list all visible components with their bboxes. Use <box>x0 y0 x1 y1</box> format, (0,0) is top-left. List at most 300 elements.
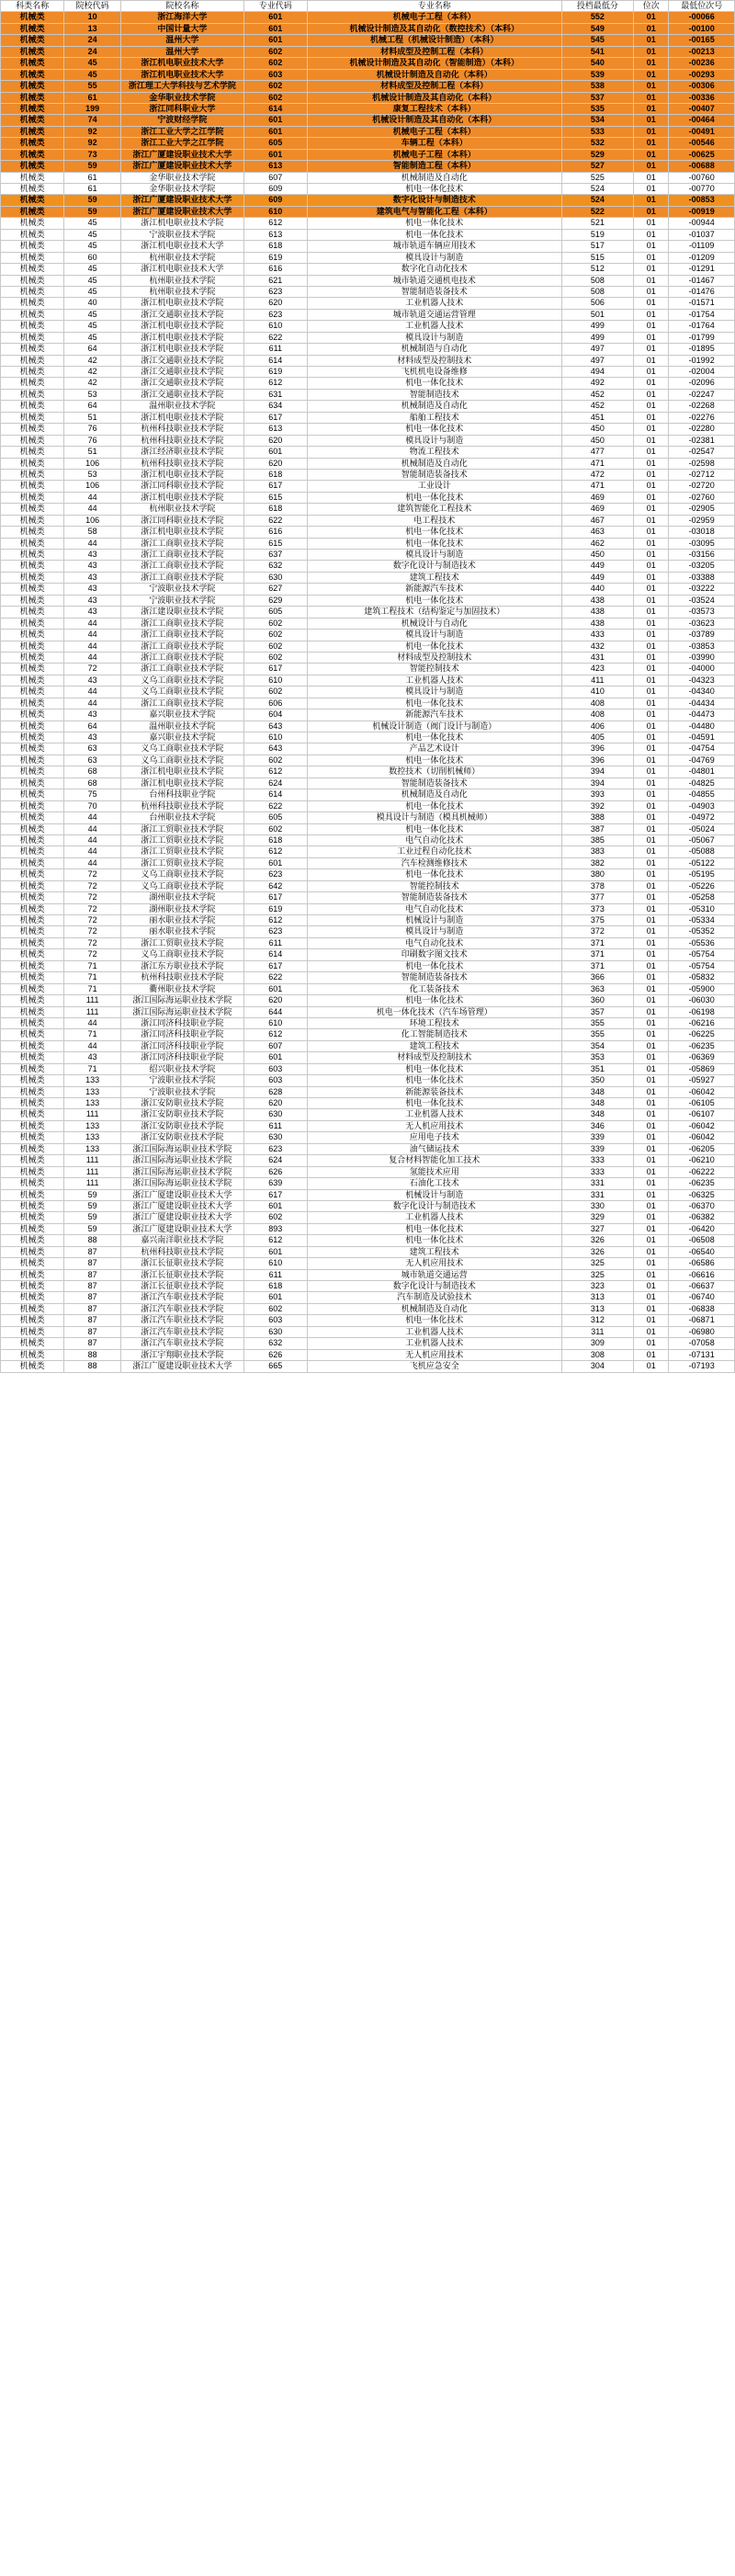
cell-institution-name: 浙江机电职业技术学院 <box>121 321 244 332</box>
cell-category: 机械类 <box>1 880 64 891</box>
cell-category: 机械类 <box>1 800 64 811</box>
cell-score: 339 <box>561 1132 634 1143</box>
cell-score: 326 <box>561 1246 634 1257</box>
cell-institution-code: 111 <box>64 1155 121 1166</box>
table-row <box>1 447 735 458</box>
cell-score: 388 <box>561 812 634 823</box>
table-header <box>1 1 735 12</box>
cell-institution-name: 浙江汽车职业技术学院 <box>121 1303 244 1314</box>
cell-institution-code: 111 <box>64 995 121 1006</box>
table-row <box>1 630 735 641</box>
cell-rank-number: -04801 <box>669 766 735 777</box>
cell-institution-code: 53 <box>64 469 121 480</box>
cell-rank-prefix: 01 <box>634 857 669 868</box>
table-row <box>1 1052 735 1063</box>
cell-category: 机械类 <box>1 184 64 195</box>
cell-category: 机械类 <box>1 1120 64 1131</box>
cell-institution-code: 111 <box>64 1166 121 1177</box>
cell-major-code: 601 <box>243 126 307 137</box>
table-row <box>1 687 735 698</box>
cell-category: 机械类 <box>1 630 64 641</box>
cell-score: 371 <box>561 937 634 948</box>
table-row <box>1 264 735 275</box>
cell-score: 313 <box>561 1292 634 1303</box>
cell-rank-prefix: 01 <box>634 115 669 126</box>
cell-rank-prefix: 01 <box>634 23 669 34</box>
cell-rank-number: -06205 <box>669 1143 735 1154</box>
cell-major-name: 数字化自动化技术 <box>307 264 561 275</box>
cell-major-name: 材料成型及控制工程（本科） <box>307 46 561 57</box>
cell-major-code: 601 <box>243 983 307 994</box>
cell-institution-code: 44 <box>64 538 121 549</box>
cell-major-name: 数字化设计与制造技术 <box>307 561 561 572</box>
table-row <box>1 937 735 948</box>
cell-institution-name: 浙江交通职业技术学院 <box>121 309 244 320</box>
cell-institution-code: 44 <box>64 641 121 652</box>
cell-category: 机械类 <box>1 412 64 423</box>
cell-major-code: 610 <box>243 321 307 332</box>
cell-category: 机械类 <box>1 206 64 217</box>
cell-rank-number: -00165 <box>669 35 735 46</box>
cell-institution-code: 92 <box>64 126 121 137</box>
cell-rank-number: -05226 <box>669 880 735 891</box>
cell-institution-name: 浙江国际海运职业技术学院 <box>121 1178 244 1189</box>
cell-rank-number: -03990 <box>669 652 735 663</box>
cell-score: 529 <box>561 149 634 160</box>
cell-score: 406 <box>561 721 634 732</box>
cell-major-name: 工业机器人技术 <box>307 1212 561 1223</box>
cell-score: 331 <box>561 1189 634 1200</box>
cell-rank-number: -05754 <box>669 949 735 960</box>
cell-rank-number: -06198 <box>669 1006 735 1017</box>
cell-score: 450 <box>561 550 634 561</box>
cell-score: 462 <box>561 538 634 549</box>
cell-major-code: 618 <box>243 504 307 515</box>
col-header-rank-number: 最低位次号 <box>669 1 735 12</box>
cell-rank-prefix: 01 <box>634 972 669 983</box>
cell-institution-name: 浙江机电职业技术大学 <box>121 69 244 80</box>
table-row <box>1 995 735 1006</box>
cell-institution-code: 87 <box>64 1281 121 1292</box>
cell-institution-code: 45 <box>64 218 121 229</box>
table-row <box>1 823 735 834</box>
table-row <box>1 23 735 34</box>
cell-score: 501 <box>561 309 634 320</box>
cell-major-code: 610 <box>243 732 307 743</box>
cell-rank-number: -01764 <box>669 321 735 332</box>
cell-institution-name: 浙江工商职业技术学院 <box>121 664 244 675</box>
cell-score: 331 <box>561 1178 634 1189</box>
cell-institution-name: 浙江机电职业技术学院 <box>121 218 244 229</box>
table-row <box>1 275 735 286</box>
cell-institution-code: 42 <box>64 355 121 366</box>
cell-score: 521 <box>561 218 634 229</box>
cell-major-code: 603 <box>243 1315 307 1326</box>
cell-rank-number: -06980 <box>669 1326 735 1337</box>
cell-institution-name: 浙江机电职业技术学院 <box>121 492 244 503</box>
cell-major-code: 620 <box>243 435 307 446</box>
cell-major-name: 机械设计制造及其自动化（本科） <box>307 92 561 103</box>
cell-category: 机械类 <box>1 344 64 355</box>
cell-rank-number: -02247 <box>669 389 735 400</box>
cell-score: 329 <box>561 1212 634 1223</box>
cell-category: 机械类 <box>1 972 64 983</box>
cell-rank-prefix: 01 <box>634 69 669 80</box>
cell-score: 432 <box>561 641 634 652</box>
cell-major-name: 机电一体化技术 <box>307 641 561 652</box>
table-row <box>1 766 735 777</box>
cell-institution-code: 53 <box>64 389 121 400</box>
cell-score: 330 <box>561 1200 634 1211</box>
table-row <box>1 572 735 583</box>
cell-rank-prefix: 01 <box>634 184 669 195</box>
cell-score: 469 <box>561 492 634 503</box>
cell-major-code: 618 <box>243 1281 307 1292</box>
cell-category: 机械类 <box>1 58 64 69</box>
cell-rank-number: -02959 <box>669 515 735 526</box>
cell-institution-name: 浙江国际海运职业技术学院 <box>121 1143 244 1154</box>
table-row <box>1 561 735 572</box>
cell-rank-number: -05927 <box>669 1075 735 1086</box>
cell-institution-code: 106 <box>64 458 121 469</box>
table-row <box>1 846 735 857</box>
cell-rank-number: -02547 <box>669 447 735 458</box>
cell-institution-name: 浙江同科职业技术学院 <box>121 515 244 526</box>
cell-institution-name: 浙江工贸职业技术学院 <box>121 834 244 845</box>
cell-major-code: 602 <box>243 652 307 663</box>
cell-institution-code: 59 <box>64 195 121 206</box>
cell-institution-name: 宁波职业技术学院 <box>121 1086 244 1097</box>
cell-institution-name: 浙江工商职业技术学院 <box>121 538 244 549</box>
cell-institution-code: 72 <box>64 915 121 926</box>
cell-major-name: 机械制造与自动化 <box>307 344 561 355</box>
cell-rank-prefix: 01 <box>634 458 669 469</box>
cell-institution-name: 丽水职业技术学院 <box>121 926 244 937</box>
cell-score: 451 <box>561 412 634 423</box>
cell-score: 532 <box>561 138 634 149</box>
cell-rank-number: -01571 <box>669 298 735 309</box>
cell-category: 机械类 <box>1 1361 64 1372</box>
table-row <box>1 834 735 845</box>
cell-rank-prefix: 01 <box>634 675 669 686</box>
cell-rank-number: -06107 <box>669 1109 735 1120</box>
cell-score: 371 <box>561 949 634 960</box>
cell-major-name: 材料成型及控制工程（本科） <box>307 81 561 92</box>
cell-rank-number: -06838 <box>669 1303 735 1314</box>
cell-major-code: 619 <box>243 252 307 263</box>
cell-major-name: 汽车制造及试验技术 <box>307 1292 561 1303</box>
cell-institution-code: 61 <box>64 172 121 183</box>
cell-institution-code: 111 <box>64 1178 121 1189</box>
cell-category: 机械类 <box>1 1063 64 1074</box>
cell-institution-name: 杭州科技职业技术学院 <box>121 424 244 435</box>
cell-score: 394 <box>561 777 634 789</box>
cell-major-name: 模具设计与制造 <box>307 687 561 698</box>
cell-institution-name: 义乌工商职业技术学院 <box>121 687 244 698</box>
cell-score: 308 <box>561 1349 634 1360</box>
cell-rank-number: -04825 <box>669 777 735 789</box>
cell-institution-code: 87 <box>64 1338 121 1349</box>
cell-score: 371 <box>561 960 634 971</box>
cell-rank-number: -03623 <box>669 618 735 629</box>
table-row <box>1 412 735 423</box>
table-row <box>1 92 735 103</box>
cell-major-name: 机电一体化技术 <box>307 538 561 549</box>
cell-institution-name: 浙江工商职业技术学院 <box>121 652 244 663</box>
cell-category: 机械类 <box>1 367 64 378</box>
cell-category: 机械类 <box>1 1246 64 1257</box>
cell-major-name: 无人机应用技术 <box>307 1258 561 1269</box>
cell-institution-name: 义乌工商职业技术学院 <box>121 880 244 891</box>
cell-score: 524 <box>561 195 634 206</box>
cell-institution-code: 58 <box>64 527 121 538</box>
cell-rank-prefix: 01 <box>634 527 669 538</box>
cell-rank-prefix: 01 <box>634 126 669 137</box>
cell-institution-code: 44 <box>64 630 121 641</box>
cell-major-code: 601 <box>243 12 307 23</box>
cell-major-code: 626 <box>243 1349 307 1360</box>
cell-institution-name: 浙江经济职业技术学院 <box>121 447 244 458</box>
cell-institution-name: 浙江广厦建设职业技术大学 <box>121 206 244 217</box>
cell-category: 机械类 <box>1 721 64 732</box>
cell-major-code: 623 <box>243 309 307 320</box>
cell-major-name: 工业机器人技术 <box>307 321 561 332</box>
cell-major-name: 机械设计制造及其自动化（智能制造）（本科） <box>307 58 561 69</box>
cell-major-code: 610 <box>243 1258 307 1269</box>
cell-category: 机械类 <box>1 424 64 435</box>
cell-institution-name: 湖州职业技术学院 <box>121 892 244 903</box>
cell-major-name: 工业机器人技术 <box>307 1338 561 1349</box>
cell-category: 机械类 <box>1 1166 64 1177</box>
cell-score: 311 <box>561 1326 634 1337</box>
cell-major-name: 汽车检测维修技术 <box>307 857 561 868</box>
cell-category: 机械类 <box>1 949 64 960</box>
cell-institution-code: 42 <box>64 367 121 378</box>
cell-institution-name: 温州职业技术学院 <box>121 401 244 412</box>
cell-category: 机械类 <box>1 1006 64 1017</box>
cell-category: 机械类 <box>1 1338 64 1349</box>
table-row <box>1 126 735 137</box>
cell-rank-number: -04000 <box>669 664 735 675</box>
cell-major-name: 工业机器人技术 <box>307 1326 561 1337</box>
table-row <box>1 1155 735 1166</box>
cell-rank-prefix: 01 <box>634 275 669 286</box>
cell-institution-name: 嘉兴职业技术学院 <box>121 709 244 721</box>
cell-rank-prefix: 01 <box>634 46 669 57</box>
cell-score: 471 <box>561 458 634 469</box>
cell-rank-prefix: 01 <box>634 35 669 46</box>
cell-institution-name: 浙江安防职业技术学院 <box>121 1120 244 1131</box>
cell-institution-name: 金华职业技术学院 <box>121 172 244 183</box>
table-row <box>1 743 735 755</box>
cell-institution-name: 嘉兴南洋职业技术学院 <box>121 1235 244 1246</box>
cell-major-code: 611 <box>243 344 307 355</box>
cell-major-code: 630 <box>243 572 307 583</box>
cell-major-code: 602 <box>243 46 307 57</box>
table-row <box>1 58 735 69</box>
cell-institution-name: 杭州职业技术学院 <box>121 252 244 263</box>
cell-institution-name: 浙江广厦建设职业技术大学 <box>121 1189 244 1200</box>
cell-rank-number: -02905 <box>669 504 735 515</box>
cell-rank-prefix: 01 <box>634 1017 669 1028</box>
cell-score: 494 <box>561 367 634 378</box>
cell-rank-number: -02712 <box>669 469 735 480</box>
col-header-major-code: 专业代码 <box>243 1 307 12</box>
cell-rank-prefix: 01 <box>634 344 669 355</box>
cell-institution-name: 浙江安防职业技术学院 <box>121 1098 244 1109</box>
cell-institution-name: 浙江广厦建设职业技术大学 <box>121 1212 244 1223</box>
cell-rank-prefix: 01 <box>634 229 669 240</box>
cell-major-name: 车辆工程（本科） <box>307 138 561 149</box>
cell-institution-code: 43 <box>64 732 121 743</box>
cell-rank-prefix: 01 <box>634 732 669 743</box>
cell-major-name: 机电一体化技术（汽车场管理） <box>307 1006 561 1017</box>
cell-category: 机械类 <box>1 1269 64 1280</box>
cell-score: 326 <box>561 1235 634 1246</box>
cell-rank-prefix: 01 <box>634 286 669 297</box>
cell-category: 机械类 <box>1 641 64 652</box>
table-row <box>1 172 735 183</box>
cell-major-name: 产品艺术设计 <box>307 743 561 755</box>
cell-major-name: 机电一体化技术 <box>307 995 561 1006</box>
cell-score: 351 <box>561 1063 634 1074</box>
cell-score: 383 <box>561 846 634 857</box>
cell-major-code: 628 <box>243 1086 307 1097</box>
cell-institution-name: 宁波职业技术学院 <box>121 584 244 595</box>
cell-major-code: 612 <box>243 1029 307 1040</box>
cell-category: 机械类 <box>1 846 64 857</box>
cell-major-name: 建筑工程技术 <box>307 1040 561 1051</box>
cell-major-name: 机电一体化技术 <box>307 184 561 195</box>
cell-major-code: 632 <box>243 1338 307 1349</box>
cell-major-code: 602 <box>243 58 307 69</box>
cell-major-name: 化工智能制造技术 <box>307 1029 561 1040</box>
cell-rank-prefix: 01 <box>634 823 669 834</box>
cell-major-code: 602 <box>243 618 307 629</box>
cell-major-name: 机电一体化技术 <box>307 1223 561 1234</box>
cell-major-name: 城市轨道车辆应用技术 <box>307 241 561 252</box>
cell-score: 380 <box>561 869 634 880</box>
cell-rank-number: -04769 <box>669 755 735 766</box>
cell-institution-code: 70 <box>64 800 121 811</box>
cell-major-code: 601 <box>243 115 307 126</box>
cell-major-name: 机电一体化技术 <box>307 1063 561 1074</box>
cell-rank-prefix: 01 <box>634 1098 669 1109</box>
cell-institution-code: 43 <box>64 675 121 686</box>
cell-major-code: 621 <box>243 275 307 286</box>
cell-rank-prefix: 01 <box>634 1246 669 1257</box>
cell-rank-prefix: 01 <box>634 834 669 845</box>
table-row <box>1 161 735 172</box>
cell-institution-code: 24 <box>64 35 121 46</box>
cell-institution-name: 浙江工贸职业技术学院 <box>121 937 244 948</box>
cell-major-name: 机电一体化技术 <box>307 698 561 709</box>
cell-score: 339 <box>561 1143 634 1154</box>
cell-rank-prefix: 01 <box>634 355 669 366</box>
cell-score: 537 <box>561 92 634 103</box>
cell-major-name: 智能控制技术 <box>307 880 561 891</box>
cell-major-name: 模具设计与制造 <box>307 926 561 937</box>
cell-category: 机械类 <box>1 218 64 229</box>
cell-rank-number: -00100 <box>669 23 735 34</box>
cell-institution-code: 44 <box>64 823 121 834</box>
cell-major-name: 新能源装备技术 <box>307 1086 561 1097</box>
cell-category: 机械类 <box>1 252 64 263</box>
cell-category: 机械类 <box>1 195 64 206</box>
cell-major-code: 630 <box>243 1326 307 1337</box>
cell-institution-name: 浙江长征职业技术学院 <box>121 1258 244 1269</box>
cell-major-code: 601 <box>243 447 307 458</box>
cell-rank-number: -02598 <box>669 458 735 469</box>
cell-rank-prefix: 01 <box>634 1075 669 1086</box>
cell-category: 机械类 <box>1 332 64 343</box>
cell-major-code: 610 <box>243 1017 307 1028</box>
cell-rank-number: -06042 <box>669 1086 735 1097</box>
cell-category: 机械类 <box>1 743 64 755</box>
cell-rank-prefix: 01 <box>634 492 669 503</box>
cell-rank-number: -05088 <box>669 846 735 857</box>
cell-rank-prefix: 01 <box>634 743 669 755</box>
cell-category: 机械类 <box>1 857 64 868</box>
table-row <box>1 1349 735 1360</box>
cell-major-code: 602 <box>243 1212 307 1223</box>
table-row <box>1 241 735 252</box>
cell-rank-number: -06382 <box>669 1212 735 1223</box>
cell-institution-name: 浙江工商职业技术学院 <box>121 572 244 583</box>
cell-score: 373 <box>561 903 634 914</box>
cell-rank-prefix: 01 <box>634 12 669 23</box>
table-row <box>1 1315 735 1326</box>
cell-institution-name: 浙江国际海运职业技术学院 <box>121 1155 244 1166</box>
cell-rank-number: -06216 <box>669 1017 735 1028</box>
cell-category: 机械类 <box>1 229 64 240</box>
cell-major-name: 城市轨道交通机电技术 <box>307 275 561 286</box>
table-row <box>1 812 735 823</box>
cell-major-name: 飞机机电设备维修 <box>307 367 561 378</box>
cell-major-name: 城市轨道交通运营管理 <box>307 309 561 320</box>
cell-score: 325 <box>561 1269 634 1280</box>
cell-major-name: 康复工程技术（本科） <box>307 103 561 114</box>
cell-category: 机械类 <box>1 1349 64 1360</box>
cell-major-name: 智能制造装备技术 <box>307 892 561 903</box>
cell-rank-prefix: 01 <box>634 81 669 92</box>
cell-major-code: 605 <box>243 607 307 618</box>
cell-major-code: 617 <box>243 1189 307 1200</box>
cell-score: 411 <box>561 675 634 686</box>
cell-major-name: 飞机应急安全 <box>307 1361 561 1372</box>
cell-institution-name: 衢州职业技术学院 <box>121 983 244 994</box>
cell-category: 机械类 <box>1 1303 64 1314</box>
cell-score: 366 <box>561 972 634 983</box>
cell-major-code: 624 <box>243 1155 307 1166</box>
cell-major-code: 602 <box>243 630 307 641</box>
cell-major-name: 机电一体化技术 <box>307 1075 561 1086</box>
cell-major-name: 电气自动化技术 <box>307 903 561 914</box>
cell-score: 471 <box>561 481 634 492</box>
cell-category: 机械类 <box>1 1200 64 1211</box>
cell-institution-code: 64 <box>64 401 121 412</box>
cell-score: 477 <box>561 447 634 458</box>
cell-rank-prefix: 01 <box>634 812 669 823</box>
table-row <box>1 709 735 721</box>
cell-score: 467 <box>561 515 634 526</box>
cell-institution-name: 浙江工贸职业技术学院 <box>121 846 244 857</box>
cell-major-code: 643 <box>243 743 307 755</box>
cell-category: 机械类 <box>1 492 64 503</box>
cell-major-name: 应用电子技术 <box>307 1132 561 1143</box>
cell-institution-name: 浙江工业大学之江学院 <box>121 138 244 149</box>
table-row <box>1 401 735 412</box>
